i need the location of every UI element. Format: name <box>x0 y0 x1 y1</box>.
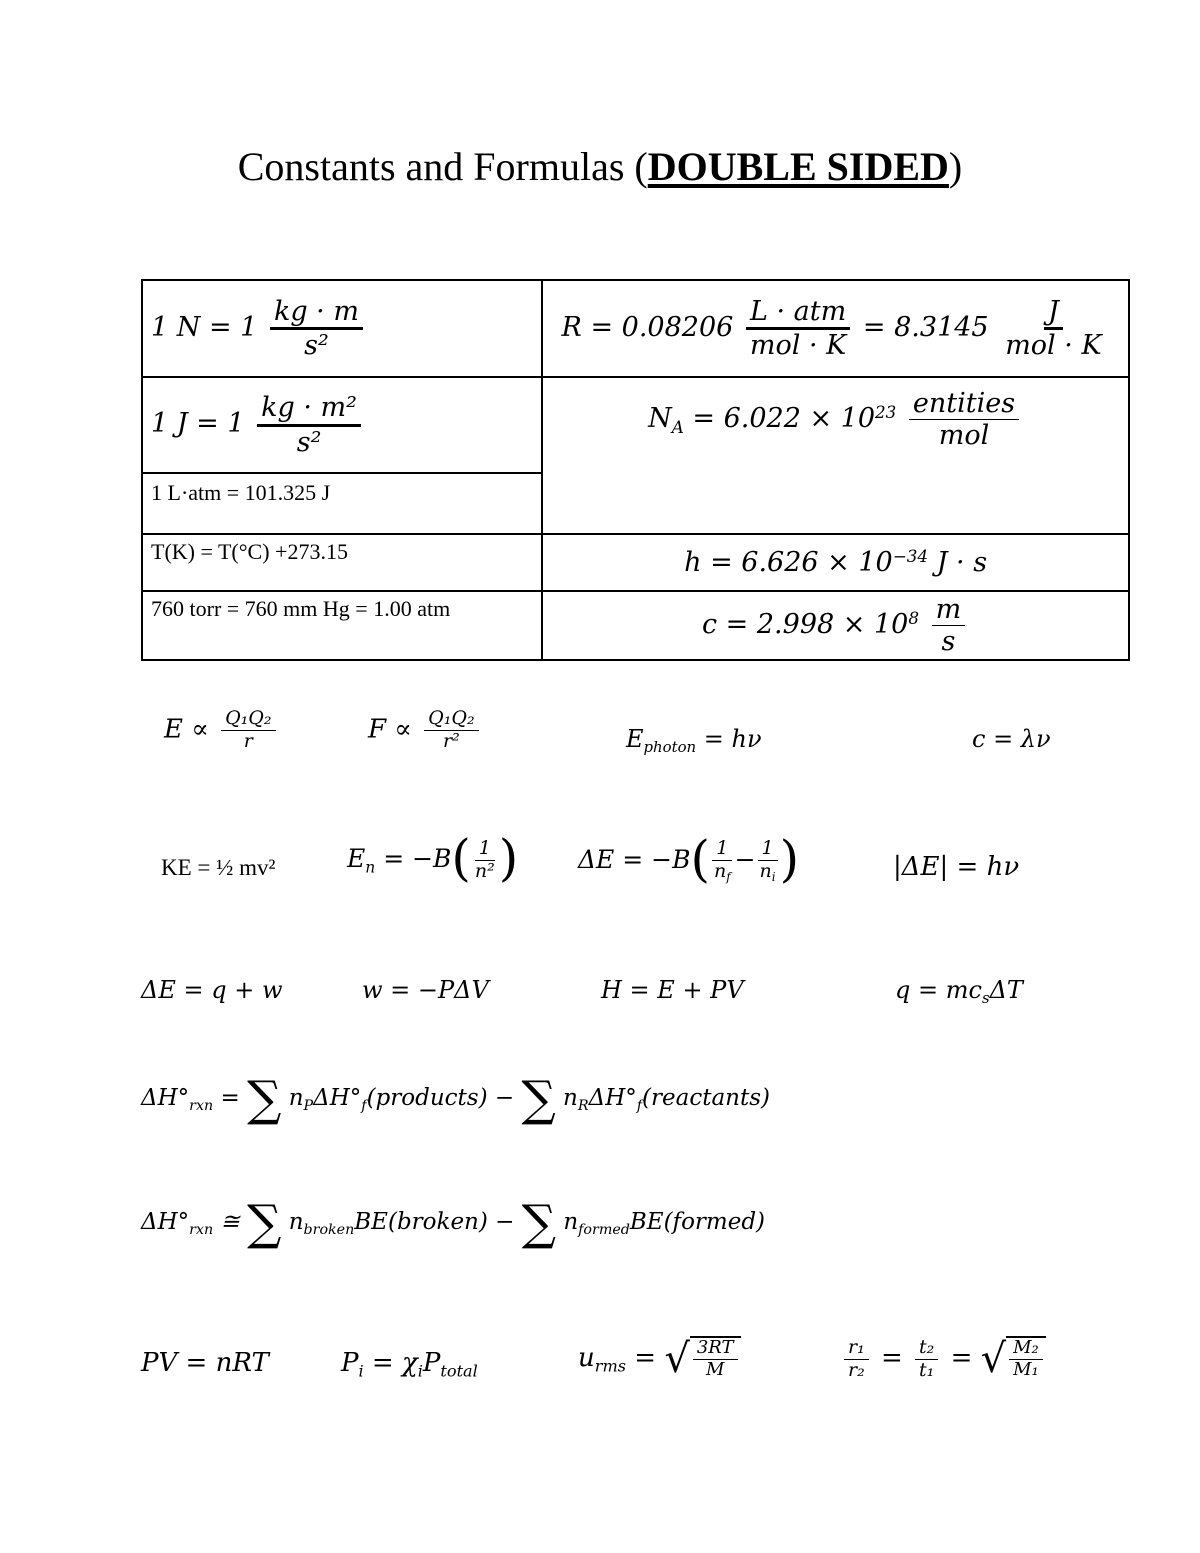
bohr-energy-formula: $E_n = -B$( $\frac{1}{\text{n²}}$ ) <box>347 828 519 887</box>
planck-constant: $h = 6.626 \times 10^{-34}$ J · s <box>542 534 1129 591</box>
square-root-symbol: √ $\frac{3RT}{M}$ <box>664 1336 740 1382</box>
partial-pressure-formula: $P_i = \chi_iP_{total}$ <box>341 1348 478 1381</box>
speed-of-light: $c = 2.998 \times 10^8$ $\frac{m}{s}$ <box>542 591 1129 660</box>
pressure-conversion: 760 torr = 760 mm Hg = 1.00 atm <box>142 591 542 660</box>
avogadro-number: $N_A = 6.022 \times 10^{23}$ $\frac{\text{entities}}{\text{mol}}$ <box>542 377 1129 534</box>
square-root-symbol: √ $\frac{\text{M₂}}{\text{M₁}}$ <box>981 1336 1046 1382</box>
gas-constant: R = 0.08206 $\frac{\text{L · atm}}{\text{mol · K}}$ = 8.3145 $\frac{J}{\text{mol · K}}$ <box>542 280 1129 377</box>
double-sided-emphasis: DOUBLE SIDED <box>647 144 949 189</box>
bond-enthalpy-formula: $\Delta H^\circ_{rxn}$ ≅ ∑ $n_{broken}BE(broken)$ − ∑ $n_{formed}BE(formed)$ <box>141 1195 766 1251</box>
energy-transition-formula: ΔE = −B( $\frac{1}{n_f}$ − $\frac{1}{n_i}$ ) <box>578 829 800 888</box>
joule-definition: 1 J = 1 $\frac{\text{kg · m²}}{\text{s²}}$ <box>142 377 542 473</box>
wave-equation: c = λν <box>972 725 1051 753</box>
coulomb-energy-formula: E ∝ $\frac{\text{Q₁Q₂}}{r}$ <box>164 708 280 753</box>
kelvin-conversion: T(K) = T(°C) +273.15 <box>142 534 542 591</box>
first-law-formula: ΔE = q + w <box>141 976 283 1004</box>
energy-magnitude-formula: |ΔE| = hν <box>893 852 1020 882</box>
heat-formula: $q = mc_s\Delta T$ <box>895 976 1023 1008</box>
coulomb-force-formula: F ∝ $\frac{\text{Q₁Q₂}}{\text{r²}}$ <box>368 708 483 753</box>
liter-atm-conversion: 1 L·atm = 101.325 J <box>142 473 542 534</box>
ideal-gas-law: PV = nRT <box>141 1348 269 1378</box>
kinetic-energy-formula: KE = ½ mv² <box>161 855 276 880</box>
rms-speed-formula: $u_{rms}$ = √ $\frac{3RT}{M}$ <box>578 1336 741 1382</box>
enthalpy-formula: H = E + PV <box>601 976 744 1004</box>
work-formula: w = −PΔV <box>362 976 489 1004</box>
newton-definition: 1 N = 1 $\frac{kg \cdot m}{\text{s²}}$ <box>142 280 542 377</box>
constants-table <box>141 279 1130 661</box>
hess-law-formula: $\Delta H^\circ_{rxn}$ = ∑ $n_P\Delta H^\circ_f(products)$ − ∑ $n_R\Delta H^\circ_f(reactants)$ <box>141 1071 770 1127</box>
grahams-law-formula: $\frac{\text{r₁}}{\text{r₂}}$ = $\frac{\text{t₂}}{\text{t₁}}$ = √ $\frac{\text{M₂}}{\text{M₁}}$ <box>840 1336 1046 1382</box>
photon-energy-formula: $E_{photon} = h\nu$ <box>626 725 762 757</box>
page-title: Constants and Formulas (DOUBLE SIDED) <box>237 144 963 189</box>
